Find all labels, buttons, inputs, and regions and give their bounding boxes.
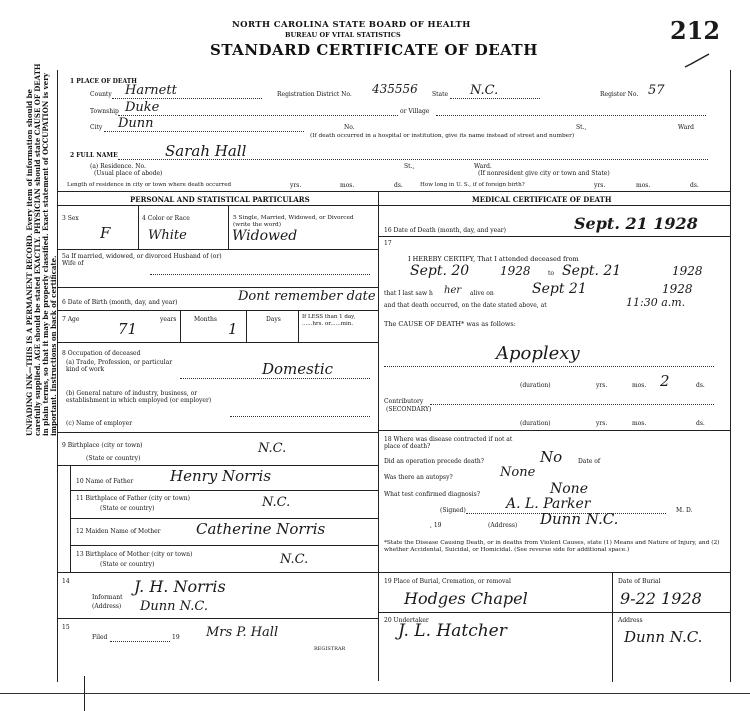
duration-mos-label: mos. [632, 382, 647, 389]
registrar-label: REGISTRAR [314, 646, 346, 652]
register-value: 57 [648, 83, 665, 98]
father-label: 10 Name of Father [76, 478, 134, 485]
marital-label: 5 Single, Married, Widowed, or Divorced (write the word) [233, 215, 354, 228]
usual-place-label: (Usual place of abode) [94, 170, 163, 177]
last-saw-year: 1928 [662, 282, 693, 296]
attended-from-value: Sept. 20 [410, 263, 470, 279]
check-mark-icon [683, 52, 713, 72]
medical-section-title: MEDICAL CERTIFICATE OF DEATH [472, 195, 612, 204]
sig-address-label: (Address) [488, 522, 518, 529]
certify-text: I HEREBY CERTIFY, That I attended deceased from [408, 255, 579, 263]
filed-label: Filed [92, 634, 108, 641]
county-label: County [90, 91, 112, 98]
color-value: White [148, 228, 187, 243]
autopsy-label: Was there an autopsy? [384, 474, 453, 481]
spouse-label: 5a If married, widowed, or divorced Husband of (or) Wife of [62, 253, 222, 267]
nonresident-note: (If nonresident give city or town and State) [478, 170, 610, 177]
test-label: What test confirmed diagnosis? [384, 491, 480, 498]
test-value: None [550, 481, 588, 497]
undertaker-value: J. L. Hatcher [398, 621, 507, 641]
death-occurred-label: and that death occurred, on the date stated above, at [384, 302, 547, 309]
duration-ds-label: ds. [696, 382, 705, 389]
duration-2-label: (duration) [520, 420, 551, 427]
father-birthplace-state-label: (State or country) [100, 505, 155, 512]
less-than-day-label: If LESS than 1 day, ......hrs. or......min. [302, 314, 356, 327]
dob-value: Dont remember date [238, 289, 376, 304]
informant-address-value: Dunn N.C. [140, 599, 208, 614]
informant-number: 14 [62, 578, 70, 585]
industry-label: (b) General nature of industry, business, or establishment in which employed (or employer) [66, 390, 212, 404]
duration-2-yrs: yrs. [596, 420, 608, 427]
years-label: years [160, 316, 177, 323]
how-long-ds: ds. [690, 182, 699, 189]
register-label: Register No. [600, 91, 639, 98]
father-value: Henry Norris [170, 467, 272, 485]
hospital-note: (If death occurred in a hospital or institution, give its name instead of street and number) [310, 133, 575, 139]
burial-date-label: Date of Burial [618, 578, 661, 585]
birthplace-value: N.C. [258, 441, 287, 456]
village-label: or Village [400, 108, 430, 115]
filed-value: Mrs P. Hall [206, 625, 279, 640]
age-years-value: 71 [118, 320, 138, 338]
alive-on-label: alive on [470, 290, 494, 297]
date-of-death-label: 16 Date of Death (month, day, and year) [384, 227, 506, 234]
contracted-label: 18 Where was disease contracted if not at place of death? [384, 436, 513, 450]
state-label: State [432, 91, 449, 98]
reg-district-value: 435556 [372, 82, 418, 96]
employer-label: (c) Name of employer [66, 420, 133, 427]
operation-label: Did an operation precede death? [384, 458, 484, 465]
filed-year-label: 19 [172, 634, 180, 641]
how-long-label: How long in U. S., if of foreign birth? [420, 182, 525, 188]
state-value: N.C. [470, 83, 499, 98]
length-yrs-label: yrs. [290, 182, 302, 189]
last-saw-date: Sept 21 [532, 281, 587, 297]
filed-number: 15 [62, 624, 70, 631]
cause-label: The CAUSE OF DEATH* was as follows: [384, 320, 516, 328]
days-label: Days [266, 316, 281, 323]
secondary-label: (SECONDARY) [386, 406, 432, 413]
mother-value: Catherine Norris [196, 520, 326, 538]
duration-value: 2 [660, 372, 670, 390]
trade-label: (a) Trade, Profession, or particular kind of work [66, 359, 173, 373]
no-label: No. [344, 124, 355, 131]
color-label: 4 Color or Race [142, 215, 190, 222]
attended-from-year: 1928 [500, 264, 531, 278]
personal-section-title: PERSONAL AND STATISTICAL PARTICULARS [130, 195, 310, 204]
attended-to-year: 1928 [672, 264, 703, 278]
duration-2-mos: mos. [632, 420, 647, 427]
city-label: City [90, 124, 103, 131]
duration-label: (duration) [520, 382, 551, 389]
mother-birthplace-value: N.C. [280, 552, 309, 567]
birthplace-label: 9 Birthplace (city or town) [62, 442, 143, 449]
board-header: NORTH CAROLINA STATE BOARD OF HEALTH [232, 20, 471, 30]
how-long-mos: mos. [636, 182, 651, 189]
sig-address-value: Dunn N.C. [540, 510, 619, 528]
township-value: Duke [125, 100, 160, 115]
occupation-value: Domestic [262, 360, 334, 378]
mother-birthplace-label: 13 Birthplace of Mother (city or town) [76, 551, 193, 558]
birthplace-state-label: (State or country) [86, 455, 141, 462]
father-birthplace-value: N.C. [262, 495, 291, 510]
burial-label: 19 Place of Burial, Cremation, or removal [384, 578, 511, 585]
residence-label: (a) Residence. No. [90, 163, 146, 170]
sex-label: 3 Sex [62, 215, 79, 222]
occupation-label: 8 Occupation of deceased [62, 350, 141, 357]
street-label: St., [576, 124, 587, 131]
undertaker-address-value: Dunn N.C. [624, 628, 703, 646]
informant-label: Informant [92, 594, 123, 601]
last-saw-label: that I last saw h [384, 290, 433, 297]
township-label: Township [90, 108, 119, 115]
place-of-death-label: 1 PLACE OF DEATH [70, 78, 137, 85]
operation-value: No [540, 448, 563, 466]
frame-bottom [0, 693, 750, 694]
marital-value: Widowed [232, 228, 298, 244]
center-divider [378, 191, 379, 681]
residence-ward-label: Ward. [474, 163, 492, 170]
county-value: Harnett [125, 83, 177, 98]
certificate-title: STANDARD CERTIFICATE OF DEATH [210, 41, 538, 59]
full-name-value: Sarah Hall [165, 142, 247, 160]
signed-label: (Signed) [440, 507, 466, 514]
cause-footnote: *State the Disease Causing Death, or in deaths from Violent Causes, state (1) Means and Nature of Injury, and (2) whether Accidental, Suicidal, or Homicidal. (See reverse side for additional space.) [384, 540, 720, 553]
undertaker-address-label: Address [618, 617, 643, 624]
autopsy-value: None [500, 465, 536, 480]
attended-to-value: Sept. 21 [562, 263, 622, 279]
margin-instructions: UNFADING INK—THIS IS A PERMANENT RECORD. Every item of information should be carefully supplied. AGE should be stated EXACTLY. PHYSICIAN should state CAUSE OF DEATH in plain terms, so that it may be properly classified. Exact statement of OCCUPATION is very important. Instructions on back of certificate. [25, 63, 58, 436]
md-label: M. D. [676, 507, 693, 514]
informant-address-label: (Address) [92, 603, 122, 610]
reg-district-label: Registration District No. [277, 91, 352, 98]
mother-label: 12 Maiden Name of Mother [76, 528, 161, 535]
date-of-label: Date of [578, 458, 601, 465]
page-number: 212 [670, 16, 721, 45]
length-ds-label: ds. [394, 182, 403, 189]
to-label: to [548, 270, 555, 277]
mother-birthplace-state-label: (State or country) [100, 561, 155, 568]
residence-st-label: St., [404, 163, 415, 170]
how-long-yrs: yrs. [594, 182, 606, 189]
undertaker-label: 20 Undertaker [384, 617, 429, 624]
dob-label: 6 Date of Birth (month, day, and year) [62, 299, 178, 306]
death-time-value: 11:30 a.m. [626, 296, 686, 309]
last-saw-her: her [444, 285, 462, 296]
cause-value: Apoplexy [496, 343, 580, 364]
city-value: Dunn [118, 116, 154, 131]
burial-date-value: 9-22 1928 [620, 589, 702, 608]
ward-label: Ward [678, 124, 694, 131]
burial-place-value: Hodges Chapel [404, 589, 528, 608]
length-mos-label: mos. [340, 182, 355, 189]
informant-value: J. H. Norris [134, 577, 226, 596]
months-label: Months [194, 316, 217, 323]
full-name-label: 2 FULL NAME [70, 152, 118, 159]
date-of-death-value: Sept. 21 1928 [574, 214, 698, 233]
duration-yrs-label: yrs. [596, 382, 608, 389]
age-label: 7 Age [62, 316, 80, 323]
age-months-value: 1 [228, 320, 238, 338]
duration-2-ds: ds. [696, 420, 705, 427]
length-residence-label: Length of residence in city or town where death occurred [67, 182, 232, 188]
item-17-number: 17 [384, 240, 392, 247]
contributory-label: Contributory [384, 398, 424, 405]
father-birthplace-label: 11 Birthplace of Father (city or town) [76, 495, 190, 502]
sex-value: F [100, 224, 111, 242]
signed-value: A. L. Parker [506, 496, 591, 512]
bureau-header: BUREAU OF VITAL STATISTICS [285, 31, 401, 39]
sig-date-prefix: , 19 [430, 522, 442, 529]
